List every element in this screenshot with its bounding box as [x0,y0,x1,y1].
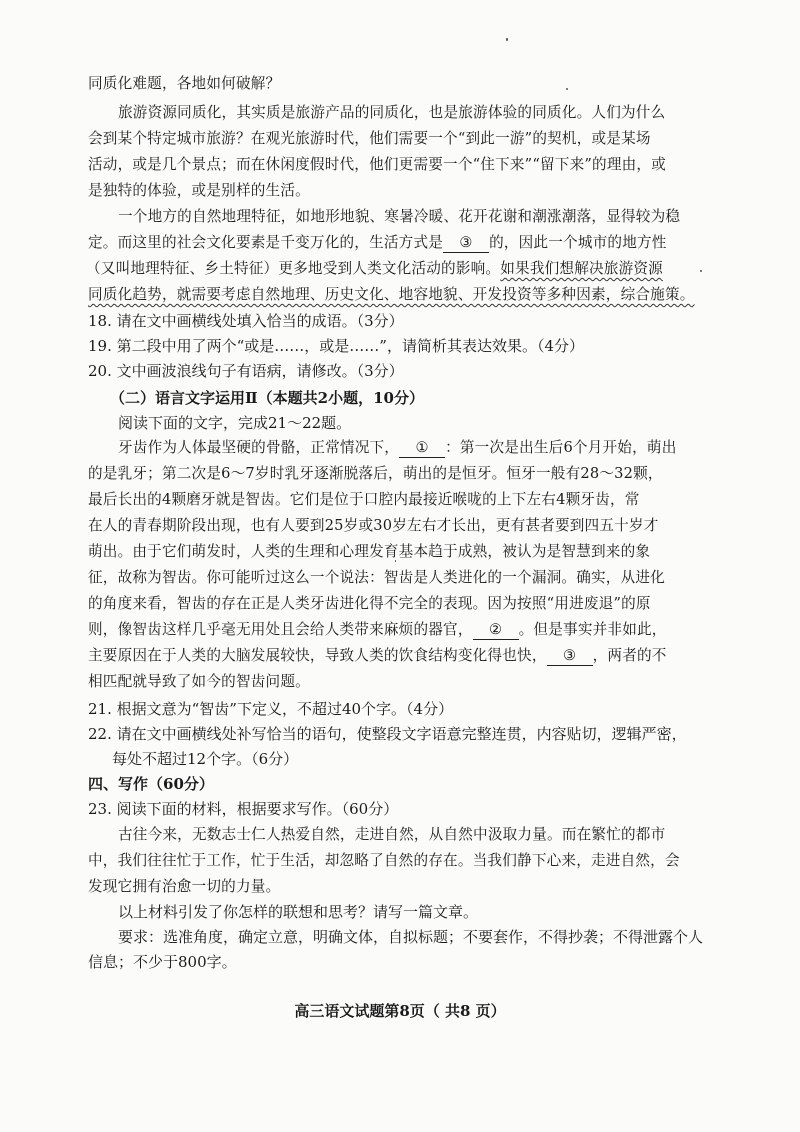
question-23: 23. 阅读下面的材料，根据要求写作。（60分） [88,800,399,818]
material-line: 古往今来，无数志士仁人热爱自然，走进自然，从自然中汲取力量。而在繁忙的都市 [118,826,666,843]
passage1-line: 旅游资源同质化，其实质是旅游产品的同质化，也是旅游体验的同质化。人们为什么 [118,104,666,121]
passage2-text: 。但是事实并非如此， [518,621,667,638]
passage2-text: ：第一次是出生后6个月开始，萌出 [445,439,677,456]
passage2-text: 牙齿作为人体最坚硬的骨骼，正常情况下， [118,439,400,456]
wavy-underlined-sentence: 如果我们想解决旅游资源 [500,260,663,277]
scan-speck [700,270,702,272]
passage1-line: 同质化难题，各地如何破解？ [88,75,281,92]
question-22: 22. 请在文中画横线处补写恰当的语句，使整段文字语意完整连贯，内容贴切，逻辑严密， [88,725,687,743]
question-20: 20. 文中画波浪线句子有语病，请修改。（3分） [88,362,404,380]
passage1-text: 的，因此一个城市的地方性 [489,234,667,251]
question-21: 21. 根据文意为“智齿”下定义，不超过40个字。（4分） [88,700,454,718]
writing-prompt: 以上材料引发了你怎样的联想和思考？请写一篇文章。 [118,903,479,921]
scan-speck [395,560,396,562]
passage1-line: 会到某个特定城市旅游？在观光旅游时代，他们需要一个“到此一游”的契机，或是某场 [88,130,651,147]
fill-blank-3: ③ [443,234,489,253]
passage2-line: 的是乳牙；第二次是6～7岁时乳牙逐渐脱落后，萌出的是恒牙。恒牙一般有28～32颗， [88,465,663,482]
passage2-line: 在人的青春期阶段出现，也有人要到25岁或30岁左右才长出，更有甚者要到四五十岁才 [88,517,659,534]
passage1-text: 定。而这里的社会文化要素是千变万化的，生活方式是 [88,234,444,251]
passage2-line: 的角度来看，智齿的存在正是人类牙齿进化得不完全的表现。因为按照“用进废退”的原 [88,595,651,612]
passage1-line: 是独特的体验，或是别样的生活。 [88,182,310,199]
passage2-line [88,618,667,642]
section-instruction: 阅读下面的文字，完成21～22题。 [118,414,352,432]
material-line: 发现它拥有治愈一切的力量。 [88,878,281,895]
passage2-line [88,644,667,668]
wavy-underlined-sentence: 同质化趋势，就需要考虑自然地理、历史文化、地容地貌、开发投资等多种因素，综合施策。 [88,286,695,303]
passage2-line: 相匹配就导致了如今的智齿问题。 [88,673,310,690]
passage2-text: ，两者的不 [592,647,667,664]
passage2-line: 萌出。由于它们萌发时，人类的生理和心理发育基本趋于成熟，被认为是智慧到来的象 [88,543,651,560]
passage2-line: 征，故称为智齿。你可能听过这么一个说法：智齿是人类进化的一个漏洞。确实，从进化 [88,569,665,586]
passage1-line [88,283,695,307]
page-footer: 高三语文试题第8页（ 共8 页） [294,1002,506,1020]
question-22-cont: 每处不超过12个字。（6分） [112,750,299,768]
passage2-line [118,436,677,460]
question-19: 19. 第二段中用了两个“或是……，或是……”，请简析其表达效果。（4分） [88,337,585,355]
fill-blank-1: ① [399,439,445,458]
scan-speck [506,38,508,41]
section-heading: （二）语言文字运用Ⅱ（本题共2小题，10分） [110,389,424,407]
material-line: 中，我们往往忙于工作，忙于生活，却忽略了自然的存在。当我们静下心来，走进自然，会 [88,852,680,869]
passage1-line: 一个地方的自然地理特征，如地形地貌、寒暑冷暖、花开花谢和潮涨潮落，显得较为稳 [118,208,681,225]
passage2-text: 则，像智齿这样几乎毫无用处且会给人类带来麻烦的器官， [88,621,473,638]
writing-heading: 四、写作（60分） [88,775,214,793]
writing-requirements-cont: 信息；不少于800字。 [88,953,237,971]
passage2-text: 主要原因在于人类的大脑发展较快，导致人类的饮食结构变化得也快， [88,647,547,664]
passage2-line: 最后长出的4颗磨牙就是智齿。它们是位于口腔内最接近喉咙的上下左右4颗牙齿，常 [88,491,640,508]
passage1-line: 活动，或是几个景点；而在休闲度假时代，他们更需要一个“住下来”“留下来”的理由，或 [88,156,667,173]
passage1-text: （又叫地理特征、乡土特征）更多地受到人类文化活动的影响。 [86,260,501,277]
passage1-line [86,257,663,281]
fill-blank-3b: ③ [547,647,593,666]
fill-blank-2: ② [473,621,519,640]
scan-speck [566,88,568,90]
passage1-line [88,231,667,255]
question-18: 18. 请在文中画横线处填入恰当的成语。（3分） [88,312,404,330]
writing-requirements: 要求：选准角度，确定立意，明确文体，自拟标题；不要套作，不得抄袭；不得泄露个人 [118,928,704,946]
